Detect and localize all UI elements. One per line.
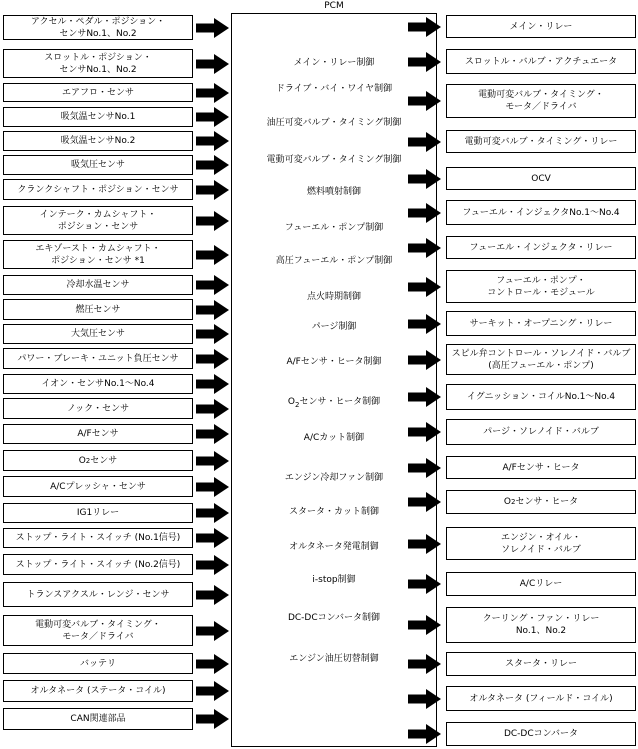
input-sensor-box: 電動可変バルブ・タイミング・ モータ／ドライバ (3, 615, 193, 646)
signal-arrow-icon (196, 709, 229, 729)
signal-arrow-icon (196, 528, 229, 548)
signal-arrow-icon (196, 681, 229, 701)
signal-arrow-icon (408, 458, 441, 478)
input-sensor-box: CAN関連部品 (3, 708, 193, 730)
signal-arrow-icon (408, 654, 441, 674)
output-actuator-box: フューエル・インジェクタNo.1～No.4 (446, 200, 636, 225)
signal-arrow-icon (408, 91, 441, 111)
signal-arrow-icon (408, 387, 441, 407)
output-actuator-box: O 2 センサ・ヒータ (446, 490, 636, 514)
output-actuator-box: フューエル・ポンプ・ コントロール・モジュール (446, 270, 636, 303)
signal-arrow-icon (196, 107, 229, 127)
signal-arrow-icon (196, 621, 229, 641)
signal-arrow-icon (196, 424, 229, 444)
signal-arrow-icon (196, 83, 229, 103)
input-sensor-box: スロットル・ポジション・ センサNo.1、No.2 (3, 49, 193, 78)
pcm-function-label: 燃料噴射制御 (306, 187, 361, 197)
pcm-function-label: 油圧可変バルブ・タイミング制御 (266, 118, 402, 128)
input-sensor-box: ストップ・ライト・スイッチ (No.1信号) (3, 528, 193, 548)
output-actuator-box: クーリング・ファン・リレー No.1、No.2 (446, 607, 636, 643)
output-actuator-box: スタータ・リレー (446, 652, 636, 676)
signal-arrow-icon (196, 300, 229, 320)
output-actuator-box: パージ・ソレノイド・バルブ (446, 419, 636, 445)
output-actuator-box: サーキット・オープニング・リレー (446, 311, 636, 336)
signal-arrow-icon (196, 349, 229, 369)
input-sensor-box: ノック・センサ (3, 398, 193, 419)
signal-arrow-icon (408, 203, 441, 223)
input-sensor-box: トランスアクスル・レンジ・センサ (3, 582, 193, 607)
output-actuator-box: スロットル・バルブ・アクチュエータ (446, 49, 636, 74)
signal-arrow-icon (408, 277, 441, 297)
signal-arrow-icon (408, 169, 441, 189)
signal-arrow-icon (196, 18, 229, 38)
input-sensor-box: O 2 センサ (3, 450, 193, 471)
input-sensor-box: クランクシャフト・ポジション・センサ (3, 179, 193, 200)
output-actuator-box: DC-DCコンバータ (446, 722, 636, 746)
pcm-function-label: メイン・リレー制御 (293, 58, 375, 68)
input-sensor-box: 吸気圧センサ (3, 155, 193, 175)
pcm-function-label: ドライブ・バイ・ワイヤ制御 (275, 84, 393, 94)
output-actuator-box: A/Cリレー (446, 572, 636, 596)
input-sensor-box: A/Cプレッシャ・センサ (3, 476, 193, 497)
input-sensor-box: 燃圧センサ (3, 299, 193, 320)
signal-arrow-icon (196, 275, 229, 295)
output-actuator-box: イグニッション・コイルNo.1～No.4 (446, 384, 636, 410)
signal-arrow-icon (196, 451, 229, 471)
input-sensor-box: IG1リレー (3, 503, 193, 523)
signal-arrow-icon (408, 534, 441, 554)
signal-arrow-icon (196, 374, 229, 394)
pcm-block (231, 13, 437, 747)
input-sensor-box: アクセル・ペダル・ポジション・ センサNo.1、No.2 (3, 15, 193, 40)
output-actuator-box: メイン・リレー (446, 15, 636, 38)
signal-arrow-icon (196, 324, 229, 344)
signal-arrow-icon (196, 503, 229, 523)
pcm-title: PCM (324, 1, 344, 11)
output-actuator-box: A/Fセンサ・ヒータ (446, 456, 636, 479)
signal-arrow-icon (408, 724, 441, 744)
signal-arrow-icon (408, 492, 441, 512)
pcm-function-label: A/Fセンサ・ヒータ制御 (286, 357, 382, 367)
signal-arrow-icon (408, 17, 441, 37)
signal-arrow-icon (196, 399, 229, 419)
input-sensor-box: ストップ・ライト・スイッチ (No.2信号) (3, 554, 193, 575)
input-sensor-box: 冷却水温センサ (3, 275, 193, 295)
pcm-function-label: フューエル・ポンプ制御 (284, 223, 384, 233)
output-actuator-box: エンジン・オイル・ ソレノイド・バルブ (446, 527, 636, 560)
pcm-function-label: パージ制御 (311, 322, 357, 332)
signal-arrow-icon (196, 245, 229, 265)
pcm-function-label: 電動可変バルブ・タイミング制御 (266, 155, 402, 165)
signal-arrow-icon (408, 689, 441, 709)
signal-arrow-icon (408, 615, 441, 635)
signal-arrow-icon (196, 585, 229, 605)
input-sensor-box: 吸気温センサNo.1 (3, 107, 193, 127)
signal-arrow-icon (408, 52, 441, 72)
signal-arrow-icon (408, 314, 441, 334)
input-sensor-box: オルタネータ (ステータ・コイル) (3, 680, 193, 702)
pcm-function-label: エンジン冷却ファン制御 (284, 473, 384, 483)
signal-arrow-icon (408, 422, 441, 442)
output-actuator-box: フューエル・インジェクタ・リレー (446, 236, 636, 259)
signal-arrow-icon (196, 477, 229, 497)
input-sensor-box: エキゾースト・カムシャフト・ ポジション・センサ *1 (3, 240, 193, 269)
signal-arrow-icon (196, 54, 229, 74)
output-actuator-box: 電動可変バルブ・タイミング・リレー (446, 130, 636, 153)
pcm-function-label: DC-DCコンバータ制御 (287, 613, 381, 623)
signal-arrow-icon (196, 555, 229, 575)
input-sensor-box: イオン・センサNo.1～No.4 (3, 374, 193, 394)
signal-arrow-icon (408, 350, 441, 370)
input-sensor-box: 大気圧センサ (3, 324, 193, 344)
pcm-function-label: 高圧フューエル・ポンプ制御 (275, 256, 393, 266)
pcm-function-label: A/Cカット制御 (303, 433, 365, 443)
signal-arrow-icon (196, 211, 229, 231)
output-actuator-box: オルタネータ (フィールド・コイル) (446, 686, 636, 711)
input-sensor-box: A/Fセンサ (3, 424, 193, 444)
pcm-function-label: オルタネータ発電制御 (289, 542, 379, 552)
signal-arrow-icon (408, 132, 441, 152)
input-sensor-box: 吸気温センサNo.2 (3, 131, 193, 151)
input-sensor-box: バッテリ (3, 653, 193, 674)
output-actuator-box: 電動可変バルブ・タイミング・ モータ／ドライバ (446, 84, 636, 118)
input-sensor-box: パワー・ブレーキ・ユニット負圧センサ (3, 348, 193, 369)
signal-arrow-icon (408, 574, 441, 594)
signal-arrow-icon (408, 238, 441, 258)
input-sensor-box: インテーク・カムシャフト・ ポジション・センサ (3, 206, 193, 235)
pcm-function-label: エンジン油圧切替制御 (289, 654, 379, 664)
signal-arrow-icon (196, 654, 229, 674)
output-actuator-box: スピル弁コントロール・ソレノイド・バルブ (高圧フューエル・ポンプ) (446, 344, 636, 375)
input-sensor-box: エアフロ・センサ (3, 83, 193, 102)
pcm-function-label: $O_2$センサ・ヒータ制御 (287, 397, 381, 409)
signal-arrow-icon (196, 131, 229, 151)
output-actuator-box: OCV (446, 167, 636, 190)
pcm-function-label: スタータ・カット制御 (289, 507, 379, 517)
signal-arrow-icon (196, 155, 229, 175)
signal-arrow-icon (196, 180, 229, 200)
pcm-function-label: i-stop制御 (312, 575, 356, 585)
pcm-function-label: 点火時期制御 (306, 292, 361, 302)
